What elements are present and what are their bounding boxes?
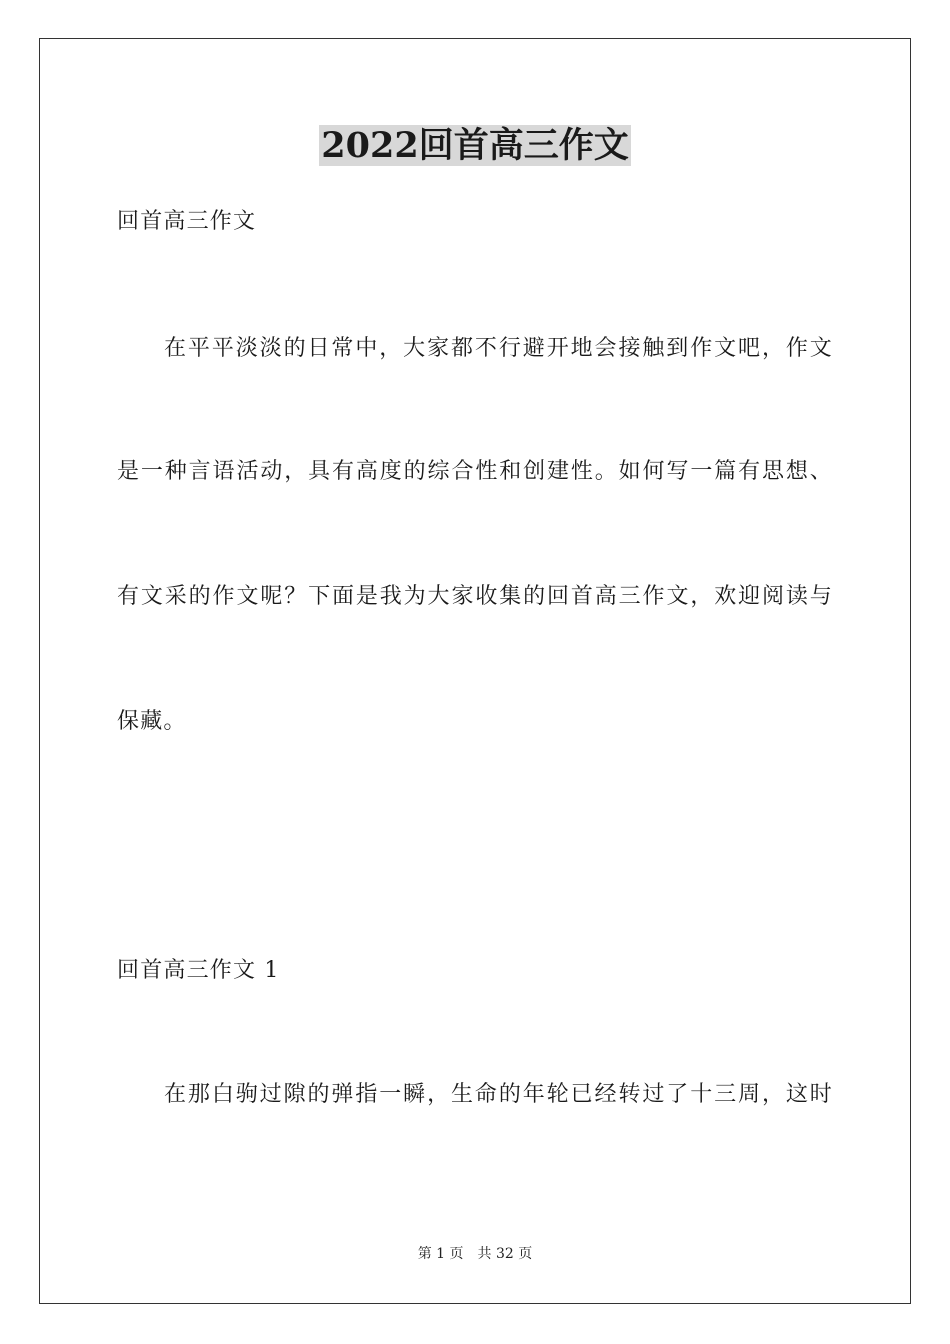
paragraph-line: 有文采的作文呢？下面是我为大家收集的回首高三作文，欢迎阅读与 bbox=[117, 584, 833, 609]
document-title bbox=[0, 122, 950, 170]
document-title-text: 2022回首高三作文 bbox=[321, 125, 629, 166]
paragraph-line: 保藏。 bbox=[117, 709, 187, 734]
page-footer bbox=[0, 1244, 950, 1264]
paragraph-line: 在平平淡淡的日常中，大家都不行避开地会接触到作文吧，作文 bbox=[164, 336, 833, 361]
page-total: 共 32 页 bbox=[477, 1246, 533, 1262]
document-subtitle: 回首高三作文 bbox=[117, 209, 257, 234]
paragraph-line: 是一种言语活动，具有高度的综合性和创建性。如何写一篇有思想、 bbox=[117, 459, 833, 484]
paragraph-line: 在那白驹过隙的弹指一瞬，生命的年轮已经转过了十三周，这时 bbox=[164, 1082, 833, 1107]
section-heading: 回首高三作文 1 bbox=[117, 958, 280, 983]
page-number: 第 1 页 bbox=[417, 1246, 464, 1262]
